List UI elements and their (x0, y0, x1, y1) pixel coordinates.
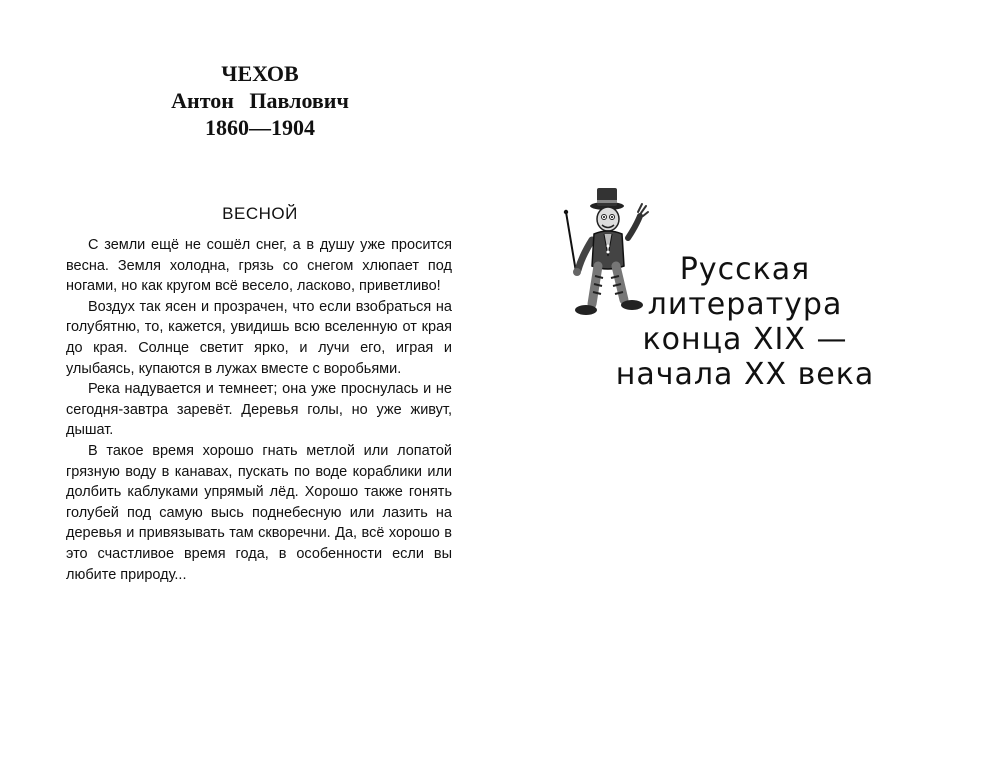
story-title: ВЕСНОЙ (222, 204, 298, 223)
story-paragraph-2: Воздух так ясен и прозрачен, что если взобраться на голубятню, то, кажется, увидишь всю вселенную от края до края. Солнце светит ярко, и лучи его, играя и улыбаясь, купаются в лужах вместе с воробьями. (66, 298, 452, 377)
section-title-line-2: литература (647, 287, 843, 322)
author-years: 1860—1904 (205, 115, 315, 140)
section-title (602, 252, 888, 392)
story-body (66, 235, 452, 585)
story-paragraph-1: С земли ещё не сошёл снег, а в душу уже просится весна. Земля холодна, грязь со снегом хлюпает под ногами, но как кругом всё весело, ласково, приветливо! (66, 237, 452, 295)
section-title-line-3: конца XIX — (642, 322, 848, 357)
right-page (500, 0, 1000, 776)
section-title-line-1: Русская (679, 252, 811, 287)
story-paragraph-4: В такое время хорошо гнать метлой или лопатой грязную воду в канавах, пускать по воде кораблики или долбить каблуками упрямый лёд. Хорошо также гонять голубей под самую высь поднебесную или лазить на деревья и привязывать там скворечни. Да, всё хорошо в это счастливое время года, в особенности если вы любите природу... (66, 442, 452, 583)
section-title-line-4: начала XX века (615, 357, 875, 392)
story-paragraph-3: Река надувается и темнеет; она уже проснулась и не сегодня-завтра заревёт. Деревья голы, но уже живут, дышат. (66, 381, 452, 439)
author-name: Антон Павлович (171, 88, 349, 113)
author-surname: ЧЕХОВ (221, 61, 299, 86)
author-block (60, 60, 460, 141)
